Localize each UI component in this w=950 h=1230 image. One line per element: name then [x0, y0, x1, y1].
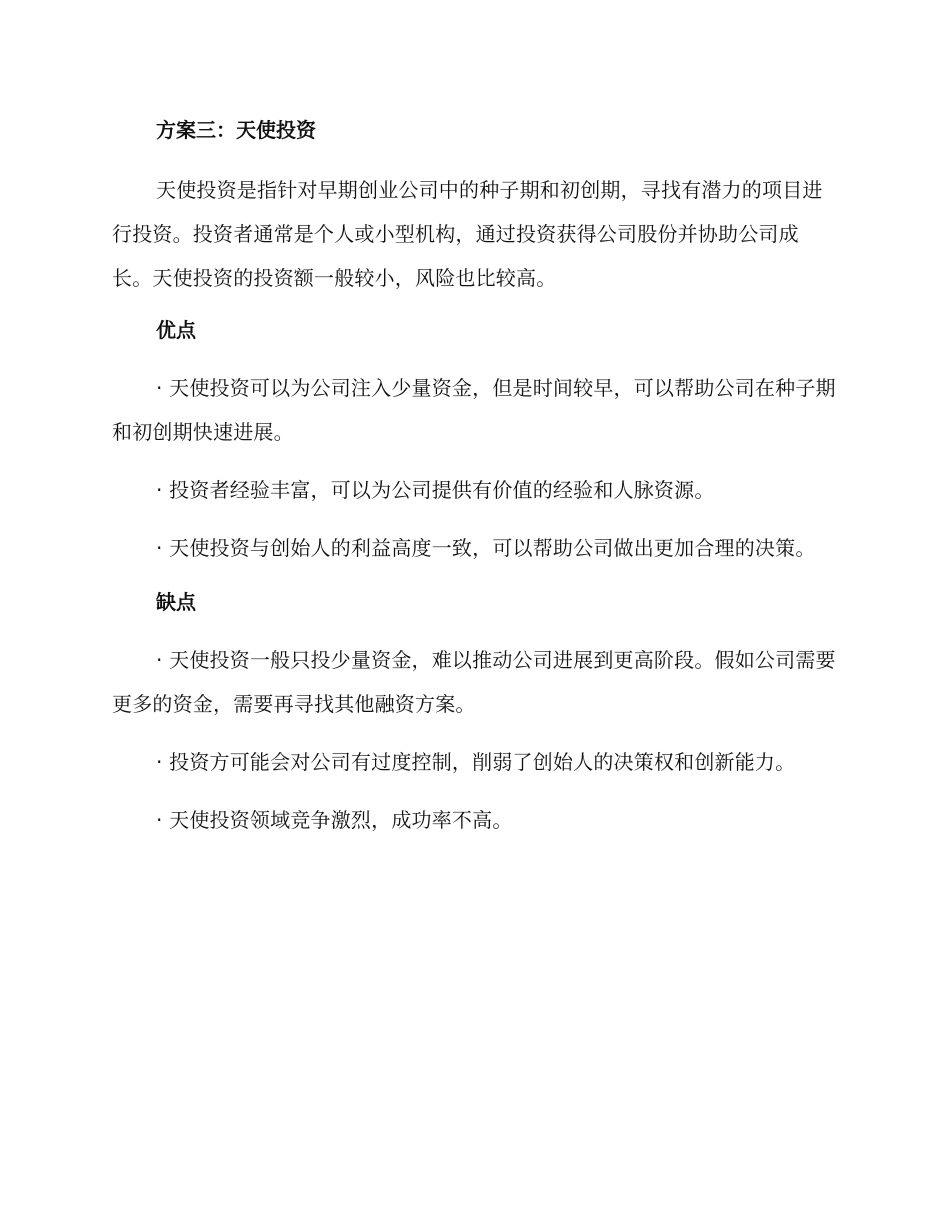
cons-heading: 缺点 — [156, 590, 196, 614]
pros-item: · 天使投资与创始人的利益高度一致，可以帮助公司做出更加合理的决策。 — [156, 536, 816, 560]
document-page — [112, 112, 836, 856]
cons-item: · 天使投资领域竞争激烈，成功率不高。 — [156, 808, 513, 832]
cons-item: · 天使投资一般只投少量资金，难以推动公司进展到更高阶段。假如公司需要更多的资金，需要再寻找其他融资方案。 — [112, 648, 836, 716]
pros-item: · 天使投资可以为公司注入少量资金，但是时间较早，可以帮助公司在种子期和初创期快速进展。 — [112, 376, 836, 444]
section-title: 方案三：天使投资 — [156, 118, 316, 142]
intro-paragraph: 天使投资是指针对早期创业公司中的种子期和初创期，寻找有潜力的项目进行投资。投资者通常是个人或小型机构，通过投资获得公司股份并协助公司成长。天使投资的投资额一般较小，风险也比较高。 — [112, 178, 823, 290]
cons-item: · 投资方可能会对公司有过度控制，削弱了创始人的决策权和创新能力。 — [156, 750, 796, 774]
pros-heading: 优点 — [156, 318, 196, 342]
pros-item: · 投资者经验丰富，可以为公司提供有价值的经验和人脉资源。 — [156, 478, 715, 502]
